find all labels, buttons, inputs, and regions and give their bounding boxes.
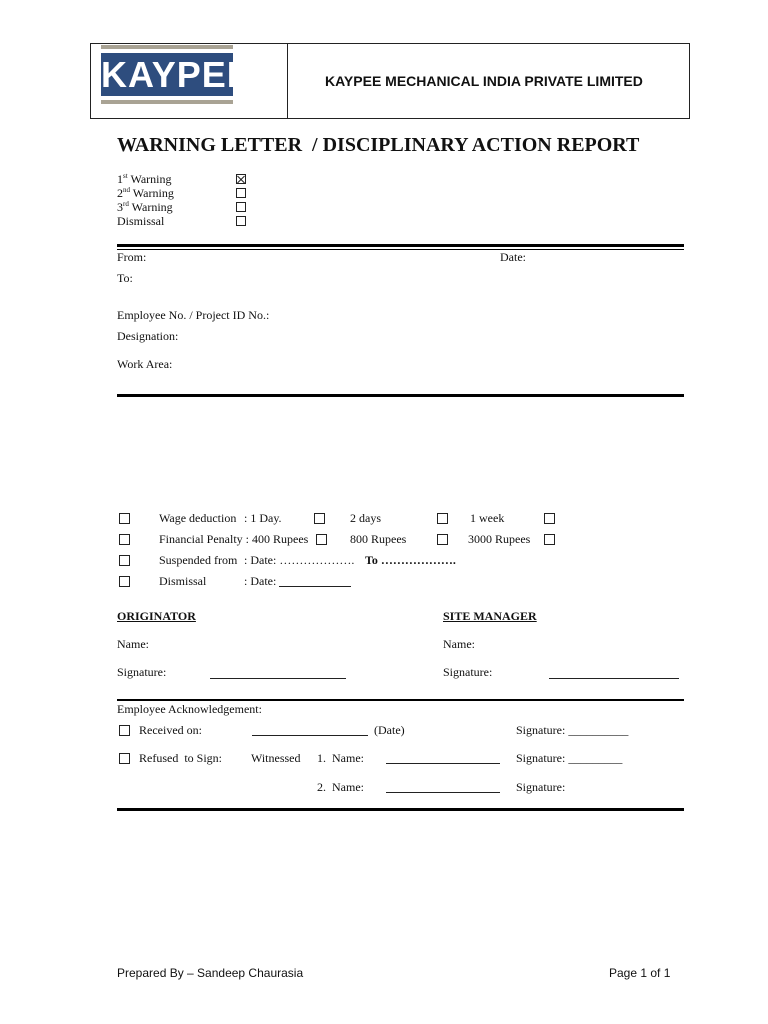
company-name: KAYPEE MECHANICAL INDIA PRIVATE LIMITED: [325, 73, 643, 89]
suspended-date: : Date: ……………….: [244, 553, 355, 567]
wage-period-3: 1 week: [470, 511, 505, 525]
section-rule: [117, 394, 684, 397]
site-manager-signature-line[interactable]: [549, 678, 679, 679]
warning-checkbox-2[interactable]: [236, 188, 246, 198]
dismissal-checkbox[interactable]: [119, 576, 130, 587]
penalty-3000-checkbox[interactable]: [544, 534, 555, 545]
originator-heading: ORIGINATOR: [117, 609, 196, 623]
received-date-paren: (Date): [374, 723, 405, 737]
received-label: Received on:: [139, 723, 202, 737]
penalty-800-label: 800 Rupees: [350, 532, 407, 546]
company-logo: [101, 45, 252, 104]
divider-thin: [117, 249, 684, 250]
wage-1week-end-checkbox[interactable]: [544, 513, 555, 524]
work-area-label: Work Area:: [117, 357, 173, 371]
warning-sup: rd: [123, 200, 129, 208]
warning-checkbox-3[interactable]: [236, 202, 246, 212]
witness-1-signature: Signature: _________: [516, 751, 623, 765]
divider-thick: [117, 244, 684, 247]
witness-2-signature: Signature:: [516, 780, 566, 794]
originator-signature-label: Signature:: [117, 665, 167, 679]
warning-num: 2: [117, 186, 123, 200]
logo-stripe-top: [101, 45, 233, 49]
suspended-to: To ……………….: [365, 553, 456, 567]
dismissal-date: : Date:: [244, 574, 277, 588]
wage-1week-checkbox[interactable]: [437, 513, 448, 524]
warning-sup: nd: [123, 186, 130, 194]
penalty-400-checkbox[interactable]: [316, 534, 327, 545]
bottom-rule: [117, 808, 684, 811]
suspended-checkbox[interactable]: [119, 555, 130, 566]
page-title: WARNING LETTER / DISCIPLINARY ACTION REPORT: [117, 134, 640, 156]
witnessed-label: Witnessed: [251, 751, 301, 765]
financial-penalty-label: Financial Penalty : 400 Rupees: [159, 532, 309, 546]
penalty-800-checkbox[interactable]: [437, 534, 448, 545]
dismissal-date-line[interactable]: [279, 586, 351, 587]
received-date-line[interactable]: [252, 735, 368, 736]
warning-level-2: [117, 186, 174, 201]
warning-checkbox-dismissal[interactable]: [236, 216, 246, 226]
received-signature: Signature: __________: [516, 723, 629, 737]
logo-text: KAYPEE: [101, 54, 252, 95]
witness-1-name-label: 1. Name:: [317, 751, 364, 765]
acknowledgement-rule: [117, 699, 684, 701]
date-label: Date:: [500, 250, 526, 264]
witness-2-name-label: 2. Name:: [317, 780, 364, 794]
refused-checkbox[interactable]: [119, 753, 130, 764]
wage-period-2: 2 days: [350, 511, 381, 525]
to-label: To:: [117, 271, 133, 285]
header-divider: [287, 43, 288, 119]
refused-label: Refused to Sign:: [139, 751, 222, 765]
site-manager-signature-label: Signature:: [443, 665, 493, 679]
warning-level-1: [117, 172, 172, 187]
warning-label: Warning: [131, 200, 173, 214]
logo-stripe-bottom: [101, 100, 233, 104]
financial-penalty-checkbox[interactable]: [119, 534, 130, 545]
received-checkbox[interactable]: [119, 725, 130, 736]
dismissal-label: Dismissal: [159, 574, 207, 588]
originator-signature-line[interactable]: [210, 678, 346, 679]
witness-1-name-line[interactable]: [386, 763, 500, 764]
warning-num: 1: [117, 172, 123, 186]
footer-page-number: Page 1 of 1: [609, 966, 671, 980]
employee-no-label: Employee No. / Project ID No.:: [117, 308, 270, 322]
wage-deduction-label: Wage deduction: [159, 511, 237, 525]
warning-num: 3: [117, 200, 123, 214]
witness-2-name-line[interactable]: [386, 792, 500, 793]
designation-label: Designation:: [117, 329, 179, 343]
wage-2days-checkbox[interactable]: [314, 513, 325, 524]
suspended-label: Suspended from: [159, 553, 238, 567]
wage-deduction-checkbox[interactable]: [119, 513, 130, 524]
footer-prepared-by: Prepared By – Sandeep Chaurasia: [117, 966, 304, 980]
site-manager-heading: SITE MANAGER: [443, 609, 537, 623]
warning-level-3: [117, 200, 173, 215]
warning-label: Warning: [130, 172, 172, 186]
from-label: From:: [117, 250, 147, 264]
acknowledgement-heading: Employee Acknowledgement:: [117, 702, 262, 716]
warning-checkbox-1[interactable]: [236, 174, 246, 184]
wage-period-1: : 1 Day.: [244, 511, 282, 525]
warning-sup: st: [123, 172, 128, 180]
originator-name-label: Name:: [117, 637, 149, 651]
site-manager-name-label: Name:: [443, 637, 475, 651]
warning-label: Warning: [132, 186, 174, 200]
penalty-3000-label: 3000 Rupees: [468, 532, 531, 546]
warning-level-dismissal: Dismissal: [117, 214, 165, 228]
